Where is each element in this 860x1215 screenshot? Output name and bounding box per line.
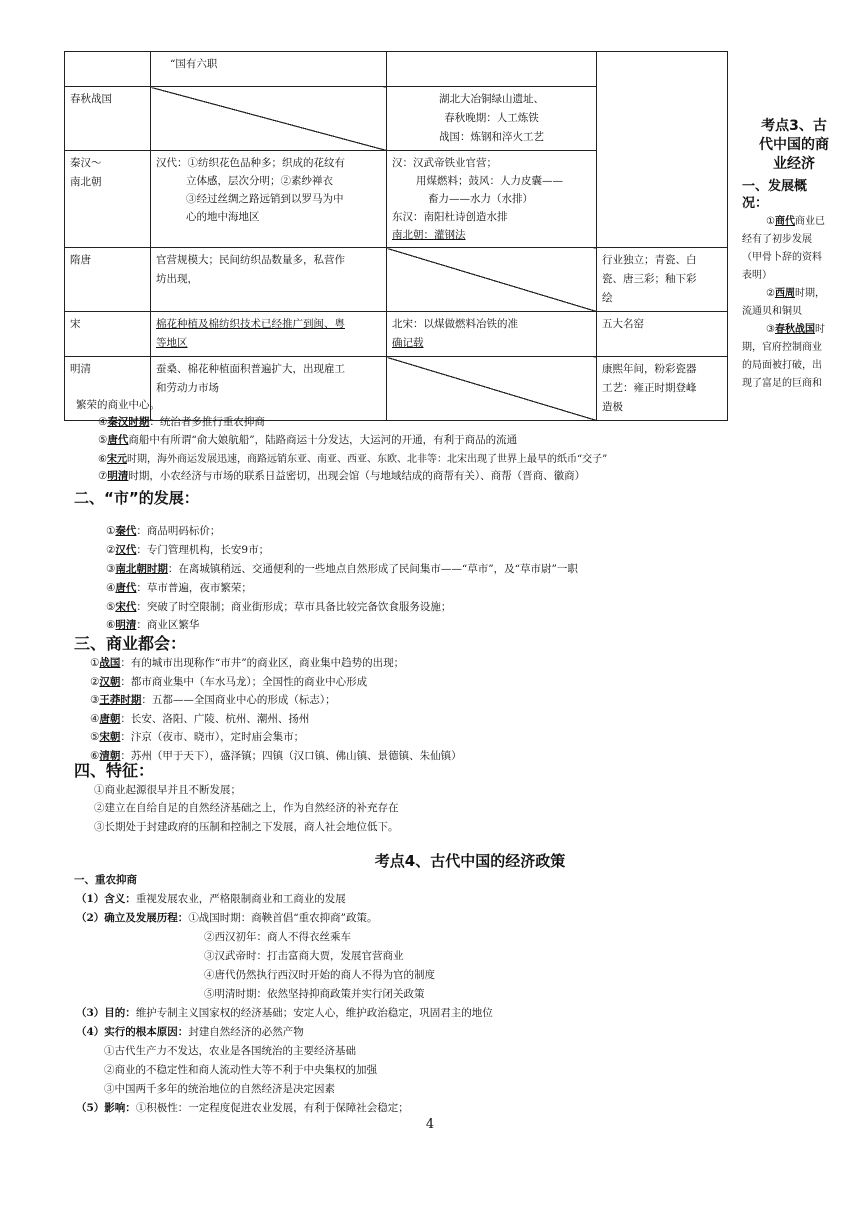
list-item: ④唐代：草市普遍，夜市繁荣； [106,582,252,594]
list-item: ①秦代：商品明码标价； [106,525,221,537]
table-row [65,248,728,312]
period-cell [65,52,151,87]
policy-history-label: （2）确立及发展历程：①战国时期：商鞅首倡“重农抑商”政策。 [76,912,378,924]
list-item: ⑤明清时期：依然坚持抑商政策并实行闭关政策 [204,988,425,1000]
empty-diagonal-cell [151,87,387,151]
table-row [65,52,728,87]
textile-cell: “国有六职 [151,52,387,87]
list-item: ③中国两千多年的统治地位的自然经济是决定因素 [104,1083,335,1095]
policy-subheading: 一、重农抑商 [74,874,137,886]
section-heading-market: 二、“市”的发展： [74,489,199,507]
list-item: ⑥清朝：苏州（甲于天下），盛泽镇；四镇（汉口镇、佛山镇、景德镇、朱仙镇） [90,750,462,762]
metal-cell: 北宋：以煤做燃料冶铁的准 确记载 [387,312,597,357]
sidebar-body: ①商代商业已 经有了初步发展 （甲骨卜辞的资料 表明） ②西周时期， 流通贝和铜贝 ③春秋战国时 期，官府控制商业 的局面被打破，出 现了富足的巨商和 [742,216,825,389]
list-item: ③长期处于封建政府的压制和控制之下发展，商人社会地位低下。 [94,821,399,833]
list-item: ⑥明清：商业区繁华 [106,619,200,631]
list-item: ④唐代仍然执行西汉时开始的商人不得为官的制度 [204,969,435,981]
metal-cell: 汉：汉武帝铁业官营； 用煤燃料；鼓风：人力皮囊—— 畜力——水力（水排） 东汉：南阳杜诗创造水排 南北朝：灌钢法 [387,151,597,248]
table-row [65,312,728,357]
list-item: ⑦明清时期，小农经济与市场的联系日益密切，出现会馆（与地域结成的商帮有关）、商帮（晋商、徽商） [98,470,586,482]
list-item: ②建立在自给自足的自然经济基础之上，作为自然经济的补充存在 [94,802,399,814]
list-item: ②西汉初年：商人不得衣丝乘车 [204,931,351,943]
commerce-cont: 繁荣的商业中心。 [76,399,160,411]
policy-meaning: （1）含义：重视发展农业，严格限制商业和工商业的发展 [76,893,346,905]
textile-cell: 汉代：①纺织花色品种多；织成的花纹有 立体感，层次分明；②素纱禅衣 ③经过丝绸之路远销到以罗马为中 心的地中海地区 [151,151,387,248]
list-item: ⑥宋元时期，海外商运发展迅速，商路远销东亚、南亚、西亚、东欧、北非等：北宋出现了世界上最早的纸币“交子” [98,454,608,465]
sidebar-heading: 一、发展概 况： [742,179,808,211]
policy-purpose: （3）目的：维护专制主义国家权的经济基础；安定人心，维护政治稳定，巩固君主的地位 [76,1007,493,1019]
list-item: ⑤唐代商船中有所谓“俞大娘航船”，陆路商运十分发达，大运河的开通，有利于商品的流通 [98,434,518,446]
list-item: ①古代生产力不发达，农业是各国统治的主要经济基础 [104,1045,356,1057]
period-cell: 春秋战国 [65,87,151,151]
period-cell: 隋唐 [65,248,151,312]
history-table [64,51,728,421]
list-item: ③汉武帝时：打击富商大贾，发展官营商业 [204,950,404,962]
list-item: ④唐朝：长安、洛阳、广陵、杭州、潮州、扬州 [90,713,310,725]
sidebar-title: 考点3、古 代中国的商 业经济 [759,118,829,172]
list-item: ②汉代：专门管理机构，长安9市； [106,544,270,556]
metal-cell [387,52,597,87]
list-item: ②商业的不稳定性和商人流动性大等不利于中央集权的加强 [104,1064,377,1076]
section-heading-cities: 三、商业都会： [74,634,187,653]
ceramic-cell: 康熙年间，粉彩瓷器 工艺：雍正时期登峰 造极 [597,357,728,421]
period-cell: 明清 [65,357,151,421]
empty-diagonal-cell [387,357,597,421]
textile-cell: 蚕桑、棉花种植面积普遍扩大，出现雇工 和劳动力市场 [151,357,387,421]
textile-cell: 官营规模大；民间纺织品数量多，私营作 坊出现， [151,248,387,312]
ceramic-cell [597,52,728,248]
list-item: ①商业起源很早并且不断发展； [94,784,241,796]
table-row [65,357,728,421]
policy-cause: （4）实行的根本原因：封建自然经济的必然产物 [76,1026,304,1038]
policy-effect: （5）影响：①积极性：一定程度促进农业发展，有利于保障社会稳定； [76,1102,409,1114]
ceramic-cell: 五大名窑 [597,312,728,357]
list-item: ⑤宋代：突破了时空限制；商业街形成；草市具备比较完备饮食服务设施； [106,601,452,613]
section-heading-features: 四、特征： [74,761,155,780]
metal-cell: 湖北大冶铜绿山遗址、 春秋晚期：人工炼铁 战国：炼钢和淬火工艺 [387,87,597,151]
textile-cell: 棉花种植及棉纺织技术已经推广到闽、粤 等地区 [151,312,387,357]
list-item: ③南北朝时期：在离城镇稍远、交通便利的一些地点自然形成了民间集市——“草市”，及“草市尉”一职 [106,563,578,575]
policy-title: 考点4、古代中国的经济政策 [374,852,566,870]
list-item: ①战国：有的城市出现称作“市井”的商业区，商业集中趋势的出现； [90,657,405,669]
period-cell: 宋 [65,312,151,357]
ceramic-cell: 行业独立；青瓷、白 瓷、唐三彩；釉下彩 绘 [597,248,728,312]
empty-diagonal-cell [387,248,597,312]
list-item: ③王莽时期：五都——全国商业中心的形成（标志）； [90,694,336,706]
list-item: ②汉朝：都市商业集中（车水马龙）；全国性的商业中心形成 [90,676,368,688]
list-item: ⑤宋朝：汴京（夜市、晓市），定时庙会集市； [90,731,305,743]
page-number: 4 [425,1117,435,1132]
list-item: ④秦汉时期：统治者多推行重农抑商 [98,416,265,428]
period-cell: 秦汉～ 南北朝 [65,151,151,248]
